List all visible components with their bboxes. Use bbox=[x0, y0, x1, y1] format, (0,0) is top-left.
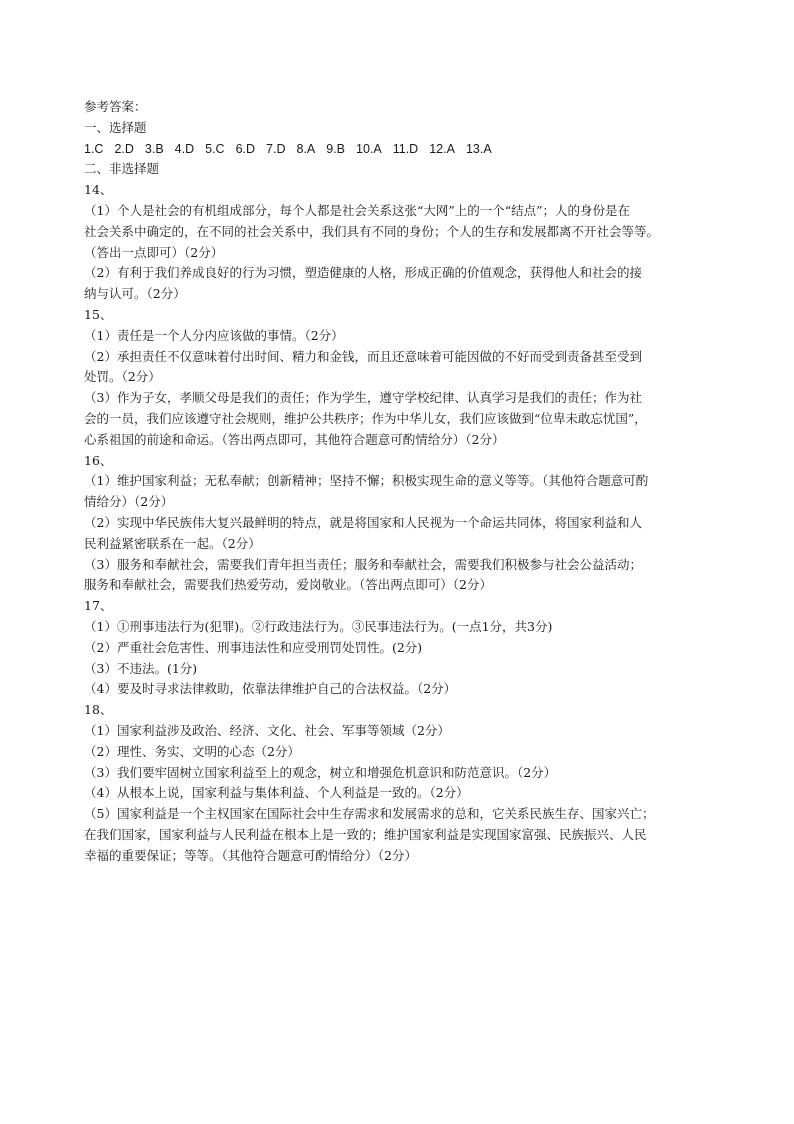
choice-answer: 6.D bbox=[235, 141, 256, 156]
choice-answer: 7.D bbox=[266, 141, 286, 156]
answer-line: 服务和奉献社会，需要我们热爱劳动，爱岗敬业。（答出两点即可）（2分） bbox=[84, 577, 492, 593]
answer-line: （3）作为子女，孝顺父母是我们的责任；作为学生，遵守学校纪律、认真学习是我们的责任；作为社 bbox=[84, 390, 642, 406]
answer-line: 纳与认可。（2分） bbox=[84, 286, 186, 302]
answer-line: （2）有利于我们养成良好的行为习惯，塑造健康的人格，形成正确的价值观念，获得他人和社会的接 bbox=[84, 265, 642, 281]
answer-line: （1）国家利益涉及政治、经济、文化、社会、军事等领域（2分） bbox=[84, 722, 450, 738]
answer-line: 在我们国家，国家利益与人民利益在根本上是一致的；维护国家利益是实现国家富强、民族振兴、人民 bbox=[84, 826, 647, 842]
question-number: 15、 bbox=[84, 306, 113, 322]
answer-line: （答出一点即可）（2分） bbox=[84, 244, 224, 260]
answer-line: （2）实现中华民族伟大复兴最鲜明的特点，就是将国家和人民视为一个命运共同体，将国家利益和人 bbox=[84, 514, 642, 530]
choice-answer: 8.A bbox=[296, 141, 316, 156]
answer-line: （2）理性、务实、文明的心态（2分） bbox=[84, 743, 300, 759]
document-title: 参考答案： bbox=[84, 99, 147, 114]
answer-line: （1）维护国家利益；无私奉献；创新精神；坚持不懈；积极实现生命的意义等等。（其他符合题意可酌 bbox=[84, 473, 649, 489]
answer-line: 社会关系中确定的，在不同的社会关系中，我们具有不同的身份；个人的生存和发展都离不开社会等等。 bbox=[84, 223, 660, 239]
choice-answer: 13.A bbox=[465, 141, 492, 156]
choice-answer: 12.A bbox=[429, 141, 455, 156]
question-number: 17、 bbox=[84, 598, 113, 614]
answer-line: （4）从根本上说，国家利益与集体利益、个人利益是一致的。（2分） bbox=[84, 785, 469, 801]
answer-line: （1）责任是一个人分内应该做的事情。（2分） bbox=[84, 327, 344, 343]
choice-answer: 1.C bbox=[84, 141, 104, 156]
choice-answer: 9.B bbox=[326, 141, 346, 156]
question-number: 18、 bbox=[84, 702, 113, 718]
choice-answer: 2.D bbox=[114, 141, 134, 156]
choice-answer: 11.D bbox=[392, 141, 419, 156]
question-number: 14、 bbox=[84, 182, 113, 198]
question-number: 16、 bbox=[84, 452, 113, 468]
answer-line: （3）服务和奉献社会，需要我们青年担当责任；服务和奉献社会，需要我们积极参与社会公益活动； bbox=[84, 556, 642, 572]
answer-line: 会的一员，我们应该遵守社会规则，维护公共秩序；作为中华儿女，我们应该做到“位卑未敢忘忧国”， bbox=[84, 410, 647, 426]
answer-line: （5）国家利益是一个主权国家在国际社会中生存需求和发展需求的总和，它关系民族生存、国家兴亡； bbox=[84, 806, 655, 822]
choice-answers bbox=[84, 139, 714, 160]
answer-line: 幸福的重要保证；等等。（其他符合题意可酌情给分）（2分） bbox=[84, 847, 417, 863]
answer-key-document bbox=[84, 97, 714, 866]
answer-line: （1）①刑事违法行为(犯罪)。②行政违法行为。③民事违法行为。(一点1分，共3分) bbox=[84, 618, 553, 634]
answer-line: （2）承担责任不仅意味着付出时间、精力和金钱，而且还意味着可能因做的不好而受到责备甚至受到 bbox=[84, 348, 642, 364]
answer-line: 心系祖国的前途和命运。（答出两点即可，其他符合题意可酌情给分）（2分） bbox=[84, 431, 505, 447]
choice-answer: 4.D bbox=[174, 141, 195, 156]
section-heading-nonchoice: 二、非选择题 bbox=[84, 161, 160, 177]
answer-line: 情给分）（2分） bbox=[84, 494, 174, 510]
choice-answer: 5.C bbox=[205, 141, 225, 156]
answer-line: （2）严重社会危害性、刑事违法性和应受刑罚处罚性。(2分) bbox=[84, 639, 423, 655]
choice-answer: 10.A bbox=[356, 141, 382, 156]
answer-line: （4）要及时寻求法律救助，依靠法律维护自己的合法权益。（2分） bbox=[84, 681, 457, 697]
answer-line: 处罚。（2分） bbox=[84, 369, 161, 385]
answer-line: 民利益紧密联系在一起。（2分） bbox=[84, 535, 261, 551]
answer-line: （3）不违法。(1分) bbox=[84, 660, 198, 676]
answer-lines bbox=[84, 180, 714, 866]
choice-answer: 3.B bbox=[144, 141, 164, 156]
answer-line: （3）我们要牢固树立国家利益至上的观念，树立和增强危机意识和防范意识。（2分） bbox=[84, 764, 557, 780]
answer-line: （1）个人是社会的有机组成部分，每个人都是社会关系这张“大网”上的一个“结点”；人的身份是在 bbox=[84, 202, 631, 218]
section-heading-choice: 一、选择题 bbox=[84, 119, 147, 135]
